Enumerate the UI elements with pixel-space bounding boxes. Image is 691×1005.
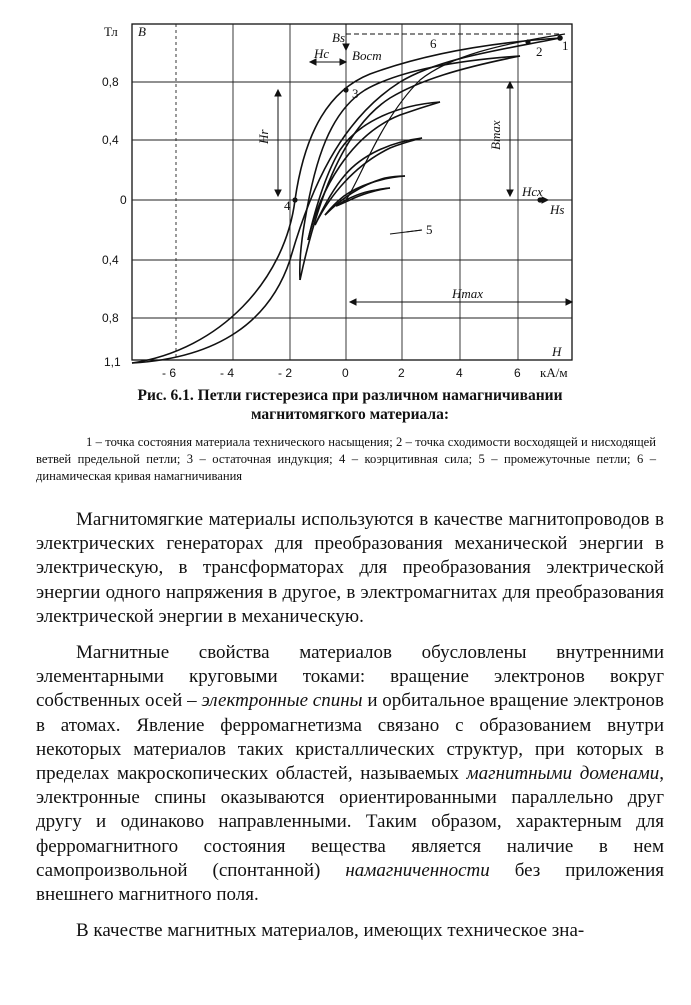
hysteresis-curves <box>132 34 565 363</box>
caption-title-line-1: Рис. 6.1. Петли гистерезиса при различном намагничивании <box>137 387 563 404</box>
p2-part: и орбитальное вращение электронов в атомах. Явление ферромагнетизма связано с образованием внутри некоторых материалов таких кристаллических структур, при которых в пределах макроскопических областей, называемых <box>36 690 664 785</box>
y-tick: 0,8 <box>102 311 119 325</box>
label-h-bottom: H <box>552 344 562 359</box>
label-hr: Hr <box>256 129 271 144</box>
x-tick: 2 <box>398 366 405 380</box>
body-text <box>36 508 664 955</box>
label-hcx: Hсх <box>522 184 543 199</box>
p2-part: , электронные спины оказываются ориентированными параллельно друг другу и одинаково направленными. Таким образом, характерным для ферромагнитного состояния вещества является наличие в нем самопроизвольной (спонтанной) <box>36 763 664 881</box>
label-hmax: Hmax <box>452 286 484 301</box>
x-tick: - 2 <box>278 366 293 380</box>
hysteresis-chart <box>100 20 580 382</box>
x-tick: - 4 <box>220 366 235 380</box>
loop-mid-3-down <box>325 176 405 215</box>
loop-mid-4-down <box>336 188 390 206</box>
x-tick: - 6 <box>162 366 177 380</box>
p2-italic-term: намагниченности <box>345 859 490 881</box>
paragraph-1: Магнитомягкие материалы используются в качестве магнитопроводов в электрических генераторах для преобразования механической энергии в электрическую, в трансформаторах для преобразования электрической энергии одного напряжения в другое, в электромагнитах для преобразования электрической энергии в механическую. <box>36 509 664 627</box>
p2-part: Магнитные свойства материалов обусловлены внутренними элементарными круговыми токами: вращение электронов вокруг собственных осей – <box>36 642 664 712</box>
y-axis-label: B <box>138 24 146 39</box>
x-unit: кА/м <box>540 365 568 380</box>
loop-mid-1-up <box>308 102 440 240</box>
label-5: 5 <box>426 222 433 237</box>
label-bost: Bост <box>352 48 382 63</box>
plot-frame <box>132 24 572 360</box>
label-hs-right: Hs <box>550 202 565 217</box>
point-3 <box>343 87 348 92</box>
y-tick: 0,4 <box>102 133 119 147</box>
point-2 <box>525 39 530 44</box>
paragraph-2 <box>36 641 664 907</box>
label-hc: Hc <box>314 46 330 61</box>
label-bs: Bs <box>332 30 345 45</box>
paragraph-3: В качестве магнитных материалов, имеющих техническое зна- <box>76 920 585 942</box>
x-tick: 0 <box>342 366 349 380</box>
label-3: 3 <box>352 86 359 101</box>
y-tick: 1,1 <box>104 355 121 369</box>
label-6: 6 <box>430 36 437 51</box>
y-tick: 0 <box>120 193 127 207</box>
p2-italic-term: магнитными доменами <box>466 763 660 785</box>
hysteresis-figure <box>100 20 580 382</box>
label-bmax: Bmax <box>488 120 503 150</box>
y-tick: 0,8 <box>102 75 119 89</box>
x-tick: 4 <box>456 366 463 380</box>
p2-italic-term: электронные спины <box>201 690 363 712</box>
loop-3-down <box>300 56 520 280</box>
caption-title-line-2: магнитомягкого материала: <box>250 406 450 423</box>
caption-legend-text: 1 – точка состояния материала технического насыщения; 2 – точка сходимости восходящей и нисходящей ветвей предельной петли; 3 – остаточная индукция; 4 – коэрцитивная сила; 5 – промежуточные петли; 6 – динамическая кривая намагничивания <box>36 435 656 483</box>
label-1: 1 <box>562 38 569 53</box>
loop-mid-3-up <box>325 176 405 215</box>
figure-caption-legend <box>36 434 656 485</box>
grid <box>132 24 572 360</box>
y-tick: 0,4 <box>102 253 119 267</box>
dimension-marks <box>275 24 572 305</box>
p2-part: без приложения внешнего магнитного поля. <box>36 859 664 906</box>
y-unit: Тл <box>104 24 118 39</box>
loop-mid-1-down <box>308 102 440 240</box>
loop-3-up <box>300 56 520 280</box>
label-4: 4 <box>284 198 291 213</box>
label-2: 2 <box>536 44 543 59</box>
point-4 <box>292 197 297 202</box>
figure-caption-title <box>60 386 640 424</box>
x-tick: 6 <box>514 366 521 380</box>
